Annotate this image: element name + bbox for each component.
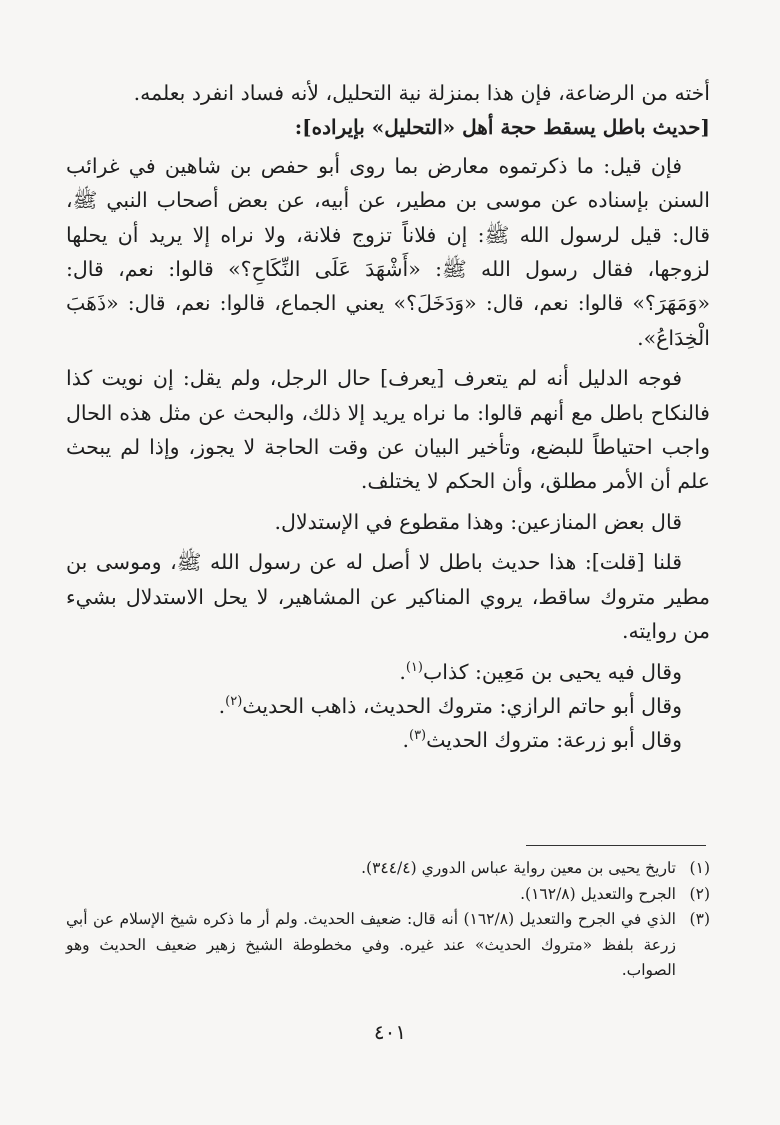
footnote-ref[interactable]: (٢) xyxy=(225,694,243,710)
paragraph-opponent: قال بعض المنازعين: وهذا مقطوع في الإستدلال. xyxy=(274,509,682,534)
intro-continuation: أخته من الرضاعة، فإن هذا بمنزلة نية التحليل، لأنه فساد انفرد بعلمه. xyxy=(133,81,710,105)
footnote-number: (٢) xyxy=(689,884,710,903)
end-mark: . xyxy=(399,659,406,684)
footnote-text: الذي في الجرح والتعديل (١٦٢/٨) أنه قال: ضعيف الحديث. ولم أر ما ذكره شيخ الإسلام عن أبي زرعة بلفظ «متروك الحديث» عند غيره. وفي مخطوطة الشيخ زهير ضعيف الحديث وهو الصواب. xyxy=(66,910,676,979)
footnote-text: تاريخ يحيى بن معين رواية عباس الدوري (٣٤٤/٤). xyxy=(361,859,676,877)
footnote-separator xyxy=(526,845,706,846)
footnote-number: (١) xyxy=(689,859,710,877)
footnote-ref[interactable]: (١) xyxy=(405,659,423,675)
narrator-line-text: وقال أبو زرعة: متروك الحديث xyxy=(426,728,682,753)
narrator-line-abu-hatim xyxy=(66,689,710,723)
footnote-number: (٣) xyxy=(689,910,710,928)
narrator-line-text: وقال فيه يحيى بن مَعِين: كذاب xyxy=(422,659,682,684)
page-number: ٤٠١ xyxy=(373,1020,407,1044)
main-text xyxy=(66,76,710,758)
narrator-line-text: وقال أبو حاتم الرازي: متروك الحديث، ذاهب الحديث xyxy=(242,693,682,718)
section-heading: [حديث باطل يسقط حجة أهل «التحليل» بإيراده]: xyxy=(294,115,710,140)
footnotes xyxy=(66,856,710,984)
footnote-ref[interactable]: (٣) xyxy=(408,728,427,744)
footnote-item xyxy=(66,907,710,984)
footnote-item xyxy=(66,856,710,882)
footnote-text: الجرح والتعديل (١٦٢/٨). xyxy=(520,884,676,903)
narrator-line-ibn-main xyxy=(66,655,710,689)
paragraph-evidence: فوجه الدليل أنه لم يتعرف [يعرف] حال الرجل، ولم يقل: إن نويت كذا فالنكاح باطل مع أنهم قالوا: ما نراه يريد إلا ذلك، والبحث عن مثل هذه الحال واجب احتياطاً للبضع، وتأخير البيان عن وقت الحاجة لا يجوز، وإذا لم يبحث علم أن الأمر مطلق، وأن الحكم لا يختلف. xyxy=(66,366,710,494)
end-mark: . xyxy=(402,728,409,753)
narrator-line-abu-zura xyxy=(66,723,710,757)
paragraph-objection: فإن قيل: ما ذكرتموه معارض بما روى أبو حفص بن شاهين في غرائب السنن بإسناده عن موسى بن مطير، عن أبيه، عن بعض أصحاب النبي ﷺ، قال: قيل لرسول الله ﷺ: إن فلاناً تزوج فلانة، ولا نراه إلا يريد أن يحلها لزوجها، فقال رسول الله ﷺ: «أَشْهَدَ عَلَى النِّكَاحِ؟» قالوا: نعم، قال: «وَمَهَرَ؟» قالوا: نعم، قال: «وَدَخَلَ؟» يعني الجماع، قالوا: نعم، قال: «ذَهَبَ الْخِدَاعُ». xyxy=(66,153,710,350)
paragraph-reply: قلنا [قلت]: هذا حديث باطل لا أصل له عن رسول الله ﷺ، وموسى بن مطير متروك ساقط، يروي المناكير عن المشاهير، لا يحل الاستدلال بشيء من روايته. xyxy=(66,550,710,644)
footnote-item xyxy=(66,882,710,908)
end-mark: . xyxy=(218,693,226,718)
